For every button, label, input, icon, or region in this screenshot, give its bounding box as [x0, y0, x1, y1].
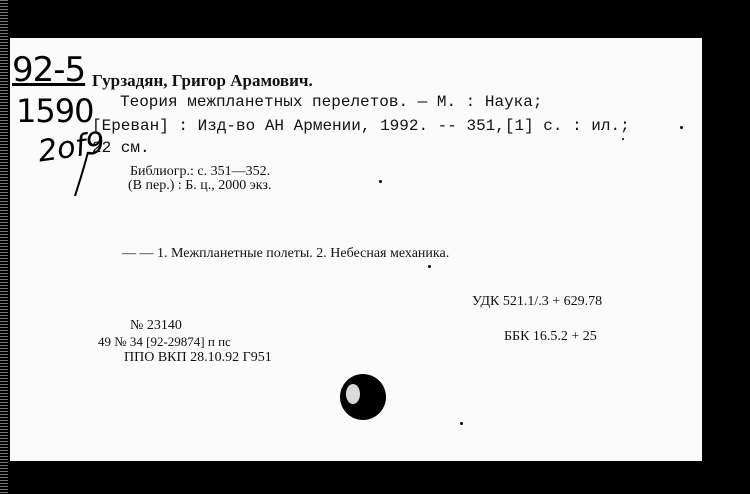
catalog-card: [10, 38, 702, 461]
title-line-1: Теория межпланетных перелетов. — М. : Наука;: [120, 93, 543, 111]
bbk-code: ББК 16.5.2 + 25: [504, 329, 597, 344]
udc-code: УДК 521.1/.3 + 629.78: [472, 294, 603, 309]
registration-line: 49 № 34 [92-29874] п пс: [98, 334, 231, 349]
author-heading: Гурзадян, Григор Арамович.: [92, 71, 313, 90]
title-line-2: [Ереван] : Изд-во АН Армении, 1992. -- 351,[1] с. : ил.;: [92, 117, 630, 135]
print-line: ППО ВКП 28.10.92 Г951: [124, 350, 272, 365]
subject-headings: — — 1. Межпланетные полеты. 2. Небесная механика.: [122, 246, 450, 261]
title-line-3: 22 см.: [92, 139, 150, 157]
bibliography-note: Библиогр.: с. 351—352.: [130, 164, 271, 179]
handwritten-shelf-mark-number: 1590: [16, 92, 94, 130]
scan-edge: [0, 0, 8, 494]
card-hole: [340, 374, 386, 420]
binding-note: (В пер.) : Б. ц., 2000 экз.: [128, 178, 272, 193]
card-number: № 23140: [130, 318, 182, 333]
handwritten-shelf-mark-top: 92-5: [12, 50, 86, 90]
handwritten-scribble: 2of9: [35, 125, 108, 170]
handwritten-stroke: [72, 150, 92, 200]
